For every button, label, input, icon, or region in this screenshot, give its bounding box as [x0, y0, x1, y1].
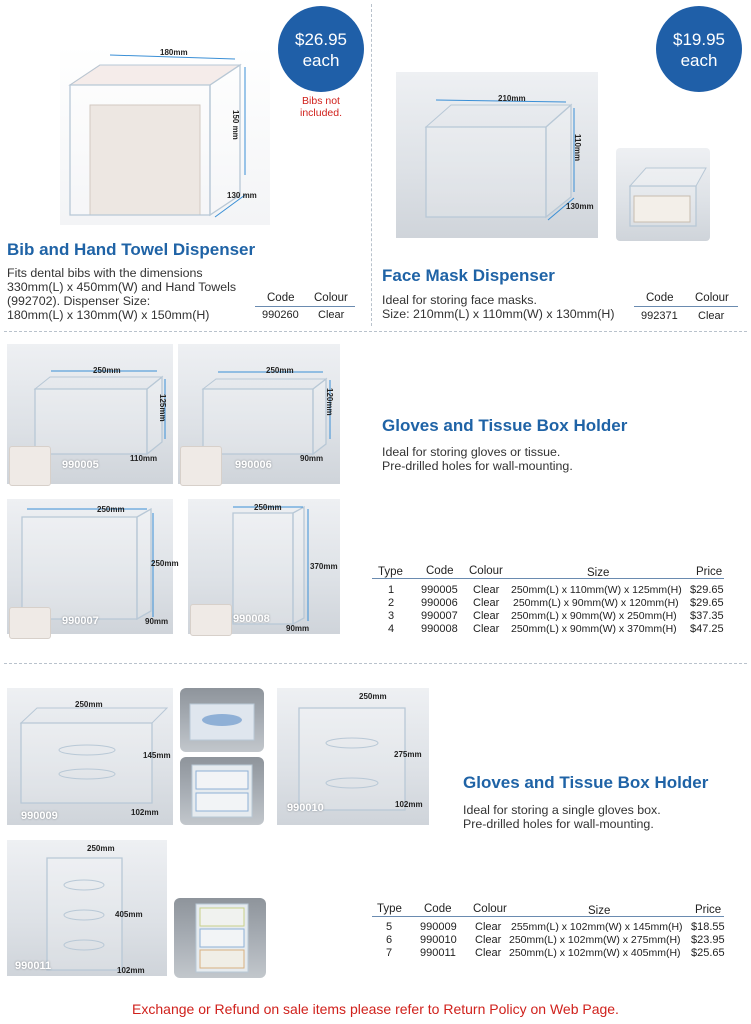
col-code: Code [424, 903, 452, 915]
row-code: 990011 [420, 947, 456, 959]
dim-height: 120mm [325, 388, 334, 416]
dim-depth: 110mm [130, 454, 158, 463]
dim-height: 150 mm [231, 110, 240, 140]
dim-width: 250mm [93, 366, 121, 375]
dim-width: 250mm [266, 366, 294, 375]
row-price: $18.55 [691, 921, 725, 933]
row-price: $37.35 [690, 610, 724, 622]
dim-depth: 90mm [286, 624, 310, 633]
col-size: Size [587, 567, 610, 579]
product-code-label: 990007 [62, 615, 99, 627]
price-badge-bib [278, 6, 364, 92]
row-code: 990007 [421, 610, 458, 622]
thumbnail-filled [190, 604, 232, 636]
row-code: 990006 [421, 597, 458, 609]
row-price: $25.65 [691, 947, 725, 959]
section-divider [4, 663, 747, 664]
mask-dispenser-photo [396, 72, 598, 238]
footer-note: Exchange or Refund on sale items please refer to Return Policy on Web Page. [132, 1001, 619, 1017]
row-size: 250mm(L) x 90mm(W) x 120mm(H) [513, 597, 679, 609]
row-type: 6 [386, 934, 393, 946]
product-code-label: 990005 [62, 459, 99, 471]
bib-dispenser-photo [60, 45, 270, 225]
thumbnail-filled [9, 607, 51, 639]
mask-dispenser-illustration [396, 72, 598, 238]
thumbnail-filled [9, 446, 51, 486]
row-type: 4 [388, 623, 395, 635]
row-size: 250mm(L) x 110mm(W) x 125mm(H) [511, 584, 682, 596]
col-type: Type [377, 903, 402, 915]
table-rule [634, 306, 738, 307]
product-photo-990007 [7, 499, 179, 634]
col-price: Price [696, 566, 723, 578]
col-colour: Colour [469, 565, 503, 577]
dim-depth: 130 mm [227, 191, 257, 200]
col-price: Price [695, 904, 722, 916]
bib-colour: Clear [318, 309, 345, 321]
dim-height: 125mm [158, 394, 167, 422]
photo-filled-gloves-box-1 [180, 688, 264, 752]
row-size: 250mm(L) x 90mm(W) x 370mm(H) [511, 623, 677, 635]
row-colour: Clear [475, 934, 502, 946]
mask-colour: Clear [698, 310, 725, 322]
dim-width: 180mm [160, 48, 188, 57]
row-size: 255mm(L) x 102mm(W) x 145mm(H) [511, 921, 683, 933]
dim-depth: 130mm [566, 202, 594, 211]
bib-code: 990260 [262, 309, 299, 321]
mask-title: Face Mask Dispenser [382, 266, 555, 285]
row-type: 5 [386, 921, 393, 933]
dim-width: 250mm [87, 844, 115, 853]
row-size: 250mm(L) x 102mm(W) x 405mm(H) [509, 947, 681, 959]
col-type: Type [378, 566, 403, 578]
row-price: $23.95 [691, 934, 725, 946]
dim-height: 110mm [573, 134, 582, 162]
col-size: Size [588, 905, 611, 917]
col-code: Code [426, 565, 454, 577]
product-photo-990011 [7, 840, 167, 976]
dim-height: 405mm [115, 910, 143, 919]
row-code: 990005 [421, 584, 458, 596]
table-rule [255, 306, 355, 307]
product-photo-990006 [178, 344, 340, 484]
mask-colour-header: Colour [695, 292, 729, 304]
dim-height: 145mm [143, 751, 171, 760]
dim-width: 250mm [254, 503, 282, 512]
single-gloves-holder-description: Ideal for storing a single gloves box. Pre-drilled holes for wall-mounting. [463, 803, 661, 831]
row-price: $47.25 [690, 623, 724, 635]
row-code: 990008 [421, 623, 458, 635]
row-price: $29.65 [690, 584, 724, 596]
section-vdivider [371, 4, 372, 326]
row-colour: Clear [473, 584, 500, 596]
product-code-label: 990008 [233, 613, 270, 625]
dim-depth: 102mm [131, 808, 159, 817]
row-code: 990010 [420, 934, 457, 946]
product-code-label: 990009 [21, 810, 58, 822]
gloves-holder-title: Gloves and Tissue Box Holder [382, 416, 628, 435]
bib-colour-header: Colour [314, 292, 348, 304]
product-code-label: 990006 [235, 459, 272, 471]
bib-description: Fits dental bibs with the dimensions 330mm(L) x 450mm(W) and Hand Towels (992702). Dispenser Size: 180mm(L) x 130mm(W) x 150mm(H) [7, 266, 237, 322]
product-photo-990009 [7, 688, 173, 825]
row-colour: Clear [475, 921, 502, 933]
dim-height: 275mm [394, 750, 422, 759]
col-colour: Colour [473, 903, 507, 915]
dim-depth: 102mm [395, 800, 423, 809]
row-type: 1 [388, 584, 395, 596]
product-photo-990010 [277, 688, 429, 825]
photo-filled-gloves-box-2 [180, 757, 264, 825]
price: $19.95 [673, 30, 725, 49]
single-gloves-holder-title: Gloves and Tissue Box Holder [463, 773, 709, 792]
row-colour: Clear [473, 597, 500, 609]
row-colour: Clear [473, 610, 500, 622]
row-size: 250mm(L) x 102mm(W) x 275mm(H) [509, 934, 681, 946]
dim-width: 210mm [498, 94, 526, 103]
dim-depth: 102mm [117, 966, 145, 975]
row-price: $29.65 [690, 597, 724, 609]
table-rule [372, 916, 724, 917]
thumbnail-filled [180, 446, 222, 486]
mask-code-header: Code [646, 292, 674, 304]
dim-width: 250mm [359, 692, 387, 701]
dim-height: 250mm [151, 559, 179, 568]
bib-title: Bib and Hand Towel Dispenser [7, 240, 256, 259]
row-type: 3 [388, 610, 395, 622]
dim-depth: 90mm [300, 454, 324, 463]
row-type: 7 [386, 947, 393, 959]
mask-description: Ideal for storing face masks. Size: 210mm(L) x 110mm(W) x 130mm(H) [382, 293, 615, 321]
dim-depth: 90mm [145, 617, 169, 626]
gloves-holder-description: Ideal for storing gloves or tissue. Pre-drilled holes for wall-mounting. [382, 445, 573, 473]
row-size: 250mm(L) x 90mm(W) x 250mm(H) [511, 610, 677, 622]
row-colour: Clear [473, 623, 500, 635]
product-photo-990008 [188, 499, 340, 634]
dim-height: 370mm [310, 562, 338, 571]
product-code-label: 990011 [15, 960, 52, 972]
section-divider [4, 331, 747, 332]
bib-code-header: Code [267, 292, 295, 304]
price-badge-mask [656, 6, 742, 92]
dim-width: 250mm [75, 700, 103, 709]
price-unit: each [302, 51, 340, 70]
bibs-note: Bibs not included. [300, 95, 343, 119]
row-code: 990009 [420, 921, 457, 933]
photo-filled-gloves-boxes-stack [174, 898, 266, 978]
mask-code: 992371 [641, 310, 678, 322]
table-rule [372, 578, 724, 579]
price-unit: each [680, 51, 718, 70]
price: $26.95 [295, 30, 347, 49]
row-colour: Clear [475, 947, 502, 959]
dim-width: 250mm [97, 505, 125, 514]
product-code-label: 990010 [287, 802, 324, 814]
row-type: 2 [388, 597, 395, 609]
product-photo-990005 [7, 344, 173, 484]
mask-dispenser-filled-photo [616, 148, 710, 241]
